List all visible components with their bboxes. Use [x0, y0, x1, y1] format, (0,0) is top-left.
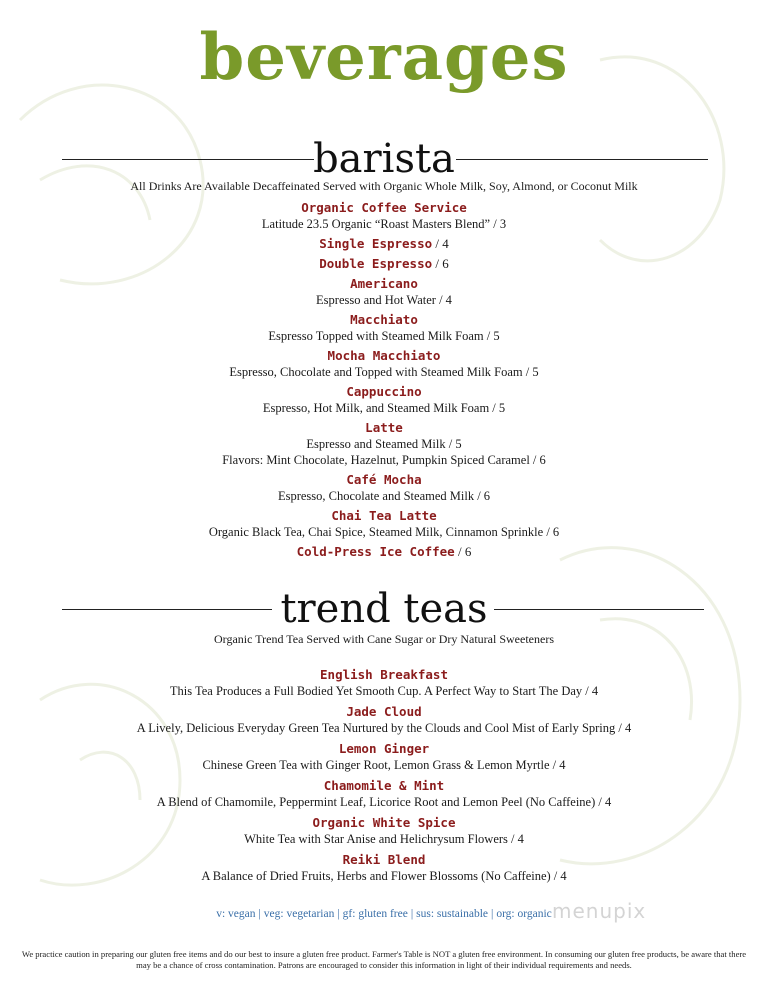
menu-item — [0, 851, 768, 884]
item-name: Chamomile & Mint — [323, 778, 445, 793]
item-description: Organic Black Tea, Chai Spice, Steamed Milk, Cinnamon Sprinkle / 6 — [208, 525, 560, 539]
watermark-logo: menupix — [552, 899, 647, 923]
item-name: Latte — [365, 420, 403, 435]
item-price: / 6 — [432, 256, 449, 271]
menu-item — [0, 666, 768, 699]
item-name-line — [0, 851, 768, 868]
item-name-line — [0, 740, 768, 757]
item-name-line — [0, 666, 768, 683]
barista-heading: barista — [313, 136, 455, 182]
item-name-line — [0, 199, 768, 216]
menu-item — [0, 814, 768, 847]
legend-entry: sus: sustainable — [416, 908, 488, 920]
item-description: Espresso and Hot Water / 4 — [316, 293, 452, 307]
item-name-line — [0, 543, 768, 560]
item-name: Organic White Spice — [312, 815, 456, 830]
item-description: This Tea Produces a Full Bodied Yet Smooth Cup. A Perfect Way to Start The Day / 4 — [169, 684, 599, 698]
item-name-line — [0, 275, 768, 292]
menu-item — [0, 199, 768, 232]
legend-separator: | — [258, 908, 261, 920]
menu-item — [0, 347, 768, 380]
menu-item — [0, 383, 768, 416]
item-description: Espresso, Chocolate and Topped with Steamed Milk Foam / 5 — [229, 365, 539, 379]
item-description: Espresso Topped with Steamed Milk Foam / 5 — [268, 329, 500, 343]
teas-item-list — [0, 666, 768, 888]
menu-item — [0, 507, 768, 540]
item-description: White Tea with Star Anise and Helichrysum Flowers / 4 — [244, 832, 524, 846]
legend-entry: v: vegan — [216, 908, 256, 920]
item-description: Espresso, Chocolate and Steamed Milk / 6 — [277, 489, 491, 503]
item-name-line — [0, 419, 768, 436]
diet-legend — [0, 907, 768, 922]
item-name-line — [0, 507, 768, 524]
item-name: Mocha Macchiato — [327, 348, 441, 363]
item-description: Flavors: Mint Chocolate, Hazelnut, Pumpkin Spiced Caramel / 6 — [222, 453, 546, 467]
item-price: / 6 — [454, 544, 472, 559]
gluten-disclaimer: We practice caution in preparing our gluten free items and do our best to insure a gluten free product. Farmer's Table is NOT a gluten free environment. In consuming our gluten free products, be aware that there may be a chance of cross contamination. Patrons are encouraged to consider this information in light of their individual requirements and needs. — [21, 949, 747, 970]
page-title: beverages — [199, 20, 569, 95]
item-name-line — [0, 777, 768, 794]
menu-item — [0, 275, 768, 308]
item-name: Lemon Ginger — [338, 741, 430, 756]
legend-entry: org: organic — [496, 908, 552, 920]
item-name: Single Espresso — [319, 236, 433, 251]
item-name-line — [0, 814, 768, 831]
menu-item — [0, 255, 768, 272]
item-name: Organic Coffee Service — [301, 200, 467, 215]
teas-heading: trend teas — [280, 586, 488, 632]
menu-item — [0, 419, 768, 468]
item-name: Cappuccino — [346, 384, 422, 399]
item-description: Espresso, Hot Milk, and Steamed Milk Foam / 5 — [262, 401, 506, 415]
item-name: Reiki Blend — [342, 852, 426, 867]
menu-item — [0, 471, 768, 504]
barista-intro: All Drinks Are Available Decaffeinated Served with Organic Whole Milk, Soy, Almond, or Coconut Milk — [130, 179, 638, 193]
teas-intro: Organic Trend Tea Served with Cane Sugar or Dry Natural Sweeteners — [214, 632, 554, 646]
item-name-line — [0, 703, 768, 720]
item-name: Café Mocha — [346, 472, 422, 487]
item-name-line — [0, 383, 768, 400]
item-description: Espresso and Steamed Milk / 5 — [306, 437, 462, 451]
barista-item-list — [0, 199, 768, 563]
item-description: A Balance of Dried Fruits, Herbs and Flower Blossoms (No Caffeine) / 4 — [201, 869, 567, 883]
item-name-line — [0, 471, 768, 488]
item-name: Macchiato — [350, 312, 418, 327]
item-price: / 4 — [432, 236, 449, 251]
item-name-line — [0, 311, 768, 328]
teas-section-header — [0, 584, 768, 634]
item-name: Cold-Press Ice Coffee — [296, 544, 455, 559]
item-description: A Lively, Delicious Everyday Green Tea Nurtured by the Clouds and Cool Mist of Early Spring / 4 — [136, 721, 632, 735]
legend-entry: gf: gluten free — [342, 908, 408, 920]
legend-entry: veg: vegetarian — [263, 908, 335, 920]
legend-separator: | — [410, 908, 414, 920]
item-name: Chai Tea Latte — [331, 508, 437, 523]
item-name: Jade Cloud — [346, 704, 422, 719]
menu-item — [0, 235, 768, 252]
menu-item — [0, 740, 768, 773]
menu-item — [0, 311, 768, 344]
item-description: Chinese Green Tea with Ginger Root, Lemon Grass & Lemon Myrtle / 4 — [202, 758, 566, 772]
legend-separator: | — [337, 908, 340, 920]
item-name: Americano — [350, 276, 418, 291]
menu-item — [0, 703, 768, 736]
menu-item — [0, 543, 768, 560]
item-name: Double Espresso — [319, 256, 433, 271]
barista-section-header — [0, 134, 768, 184]
item-name: English Breakfast — [320, 667, 448, 682]
legend-separator: | — [491, 908, 494, 920]
item-name-line — [0, 235, 768, 252]
item-description: A Blend of Chamomile, Peppermint Leaf, Licorice Root and Lemon Peel (No Caffeine) / 4 — [156, 795, 612, 809]
item-name-line — [0, 255, 768, 272]
item-description: Latitude 23.5 Organic “Roast Masters Blend” / 3 — [261, 217, 507, 231]
menu-item — [0, 777, 768, 810]
item-name-line — [0, 347, 768, 364]
